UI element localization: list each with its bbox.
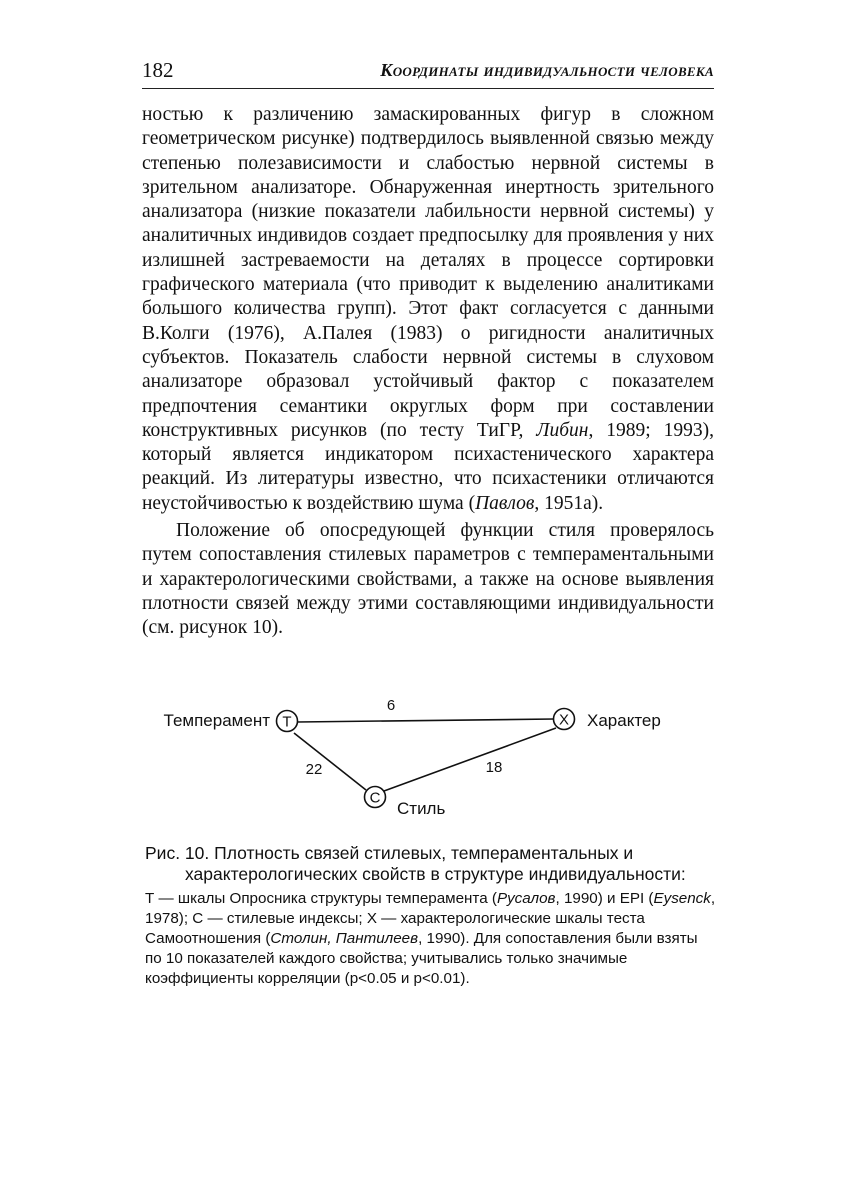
caption-author-eysenck: Eysenck — [653, 890, 711, 907]
running-header — [142, 58, 714, 89]
caption-note — [145, 889, 717, 989]
paragraph-2: Положение об опосредующей функции стиля проверялось путем сопоставления стилевых параметров с темпераментальными и характерологическими свойствами, а также на основе выявления плотности связей между этими составляющими индивидуальности (см. рисунок 10). — [142, 520, 714, 639]
paragraph-1-part-3: , 1951а). — [534, 492, 604, 514]
body-text — [142, 103, 714, 641]
edge-temperament-character — [297, 719, 554, 722]
caption-title: Рис. 10. Плотность связей стилевых, темпераментальных и характерологических свойств в структуре индивидуальности: — [145, 843, 686, 884]
figure-caption — [145, 843, 723, 989]
node-character-label: Характер — [587, 711, 661, 730]
edge-label-style-character: 18 — [485, 759, 503, 776]
caption-note-part-2: , 1990) и EPI ( — [555, 890, 654, 907]
node-temperament-letter: T — [282, 713, 292, 731]
edge-label-temperament-character: 6 — [386, 697, 396, 714]
paragraph-1 — [142, 103, 714, 516]
paragraph-1-part-2: , 1989; 1993), который является индикатором психастенического характера реакций. Из литературы известно, что психастеники отличаются неустойчивостью к воздействию шума ( — [142, 419, 714, 514]
caption-author-stolin-pantileev: Столин, Пантилеев — [270, 930, 419, 947]
caption-author-rusalov: Русалов — [496, 890, 556, 907]
node-style-label: Стиль — [397, 799, 446, 818]
caption-note-part-3: , 1978); С — стилевые индексы; Х — характерологические шкалы теста Самоотношения ( — [145, 890, 716, 947]
citation-author-libin: Либин — [536, 419, 589, 441]
node-character-letter: X — [558, 711, 570, 729]
node-style-letter: C — [369, 789, 381, 807]
edge-style-character — [384, 728, 556, 791]
caption-note-part-1: Т — шкалы Опросника структуры темперамента ( — [145, 890, 497, 907]
edge-label-temperament-style: 22 — [305, 761, 323, 778]
page-number: 182 — [142, 58, 174, 82]
caption-note-part-4: , 1990). Для сопоставления были взяты по 10 показателей каждого свойства; учитывались только значимые коэффициенты корреляции (p<0.05 и p<0.01). — [145, 930, 698, 987]
running-title: Координаты индивидуальности человека — [380, 60, 714, 80]
citation-author-pavlov: Павлов — [475, 492, 535, 514]
figure-10-diagram — [130, 690, 690, 830]
paragraph-1-part-1: ностью к различению замаскированных фигур в сложном геометрическом рисунке) подтвердилось выявленной связью между степенью полезависимости и слабостью нервной системы в зрительном анализаторе. Обнаруженная инертность зрительного анализатора (низкие показатели лабильности нервной системы) у аналитичных индивидов создает предпосылку для проявления у них излишней застреваемости на деталях в процессе сортировки графического материала (что приводит к выделению аналитиками большого количества групп). Этот факт согласуется с данными В.Колги (1976), А.Палея (1983) о ригидности аналитичных субъектов. Показатель слабости нервной системы в слуховом анализаторе образовал устойчивый фактор с показателем предпочтения семантики округлых форм при составлении конструктивных рисунков (по тесту ТиГР, — [142, 104, 714, 441]
node-temperament-label: Темперамент — [163, 711, 270, 730]
